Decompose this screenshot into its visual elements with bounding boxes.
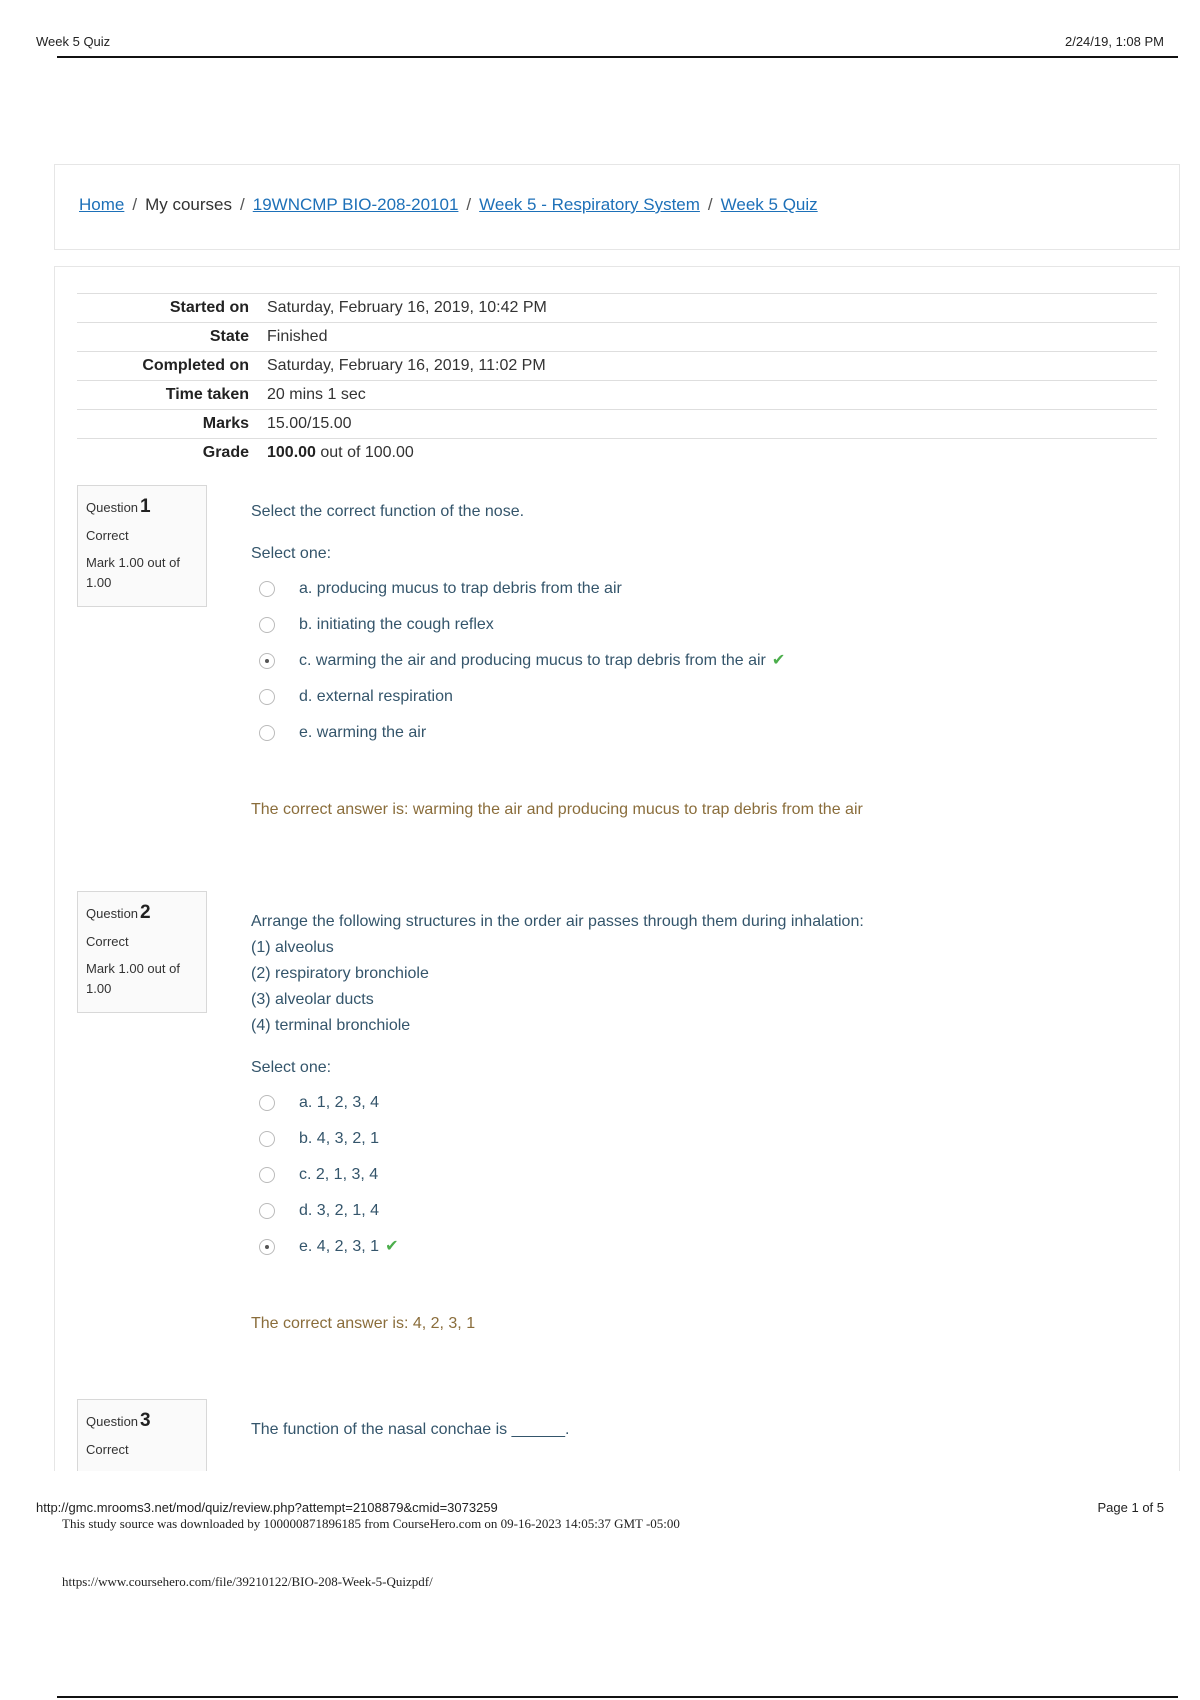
radio-icon[interactable]	[259, 725, 275, 741]
answer-text: d. 3, 2, 1, 4	[299, 1202, 380, 1219]
question-mark: Mark 1.00 out of 1.00	[86, 555, 180, 590]
question-1	[251, 499, 1151, 819]
radio-icon[interactable]	[259, 689, 275, 705]
answer-text: c. 2, 1, 3, 4	[299, 1166, 379, 1183]
question-text	[251, 499, 1151, 525]
question-number-value: 3	[140, 1410, 151, 1431]
radio-icon-selected[interactable]	[259, 1239, 275, 1255]
correct-answer-feedback: The correct answer is: warming the air and producing mucus to trap debris from the air	[251, 801, 863, 818]
question-number-value: 1	[140, 496, 151, 517]
answer-text: a. 1, 2, 3, 4	[299, 1094, 380, 1111]
summary-value	[267, 439, 1157, 468]
page-number: Page 1 of 5	[1097, 1500, 1164, 1515]
question-prompt-line: (4) terminal bronchiole	[251, 1017, 411, 1034]
answer-option-a[interactable]	[251, 1085, 1151, 1121]
question-label: Question	[86, 1414, 139, 1429]
question-prompt-line: (2) respiratory bronchiole	[251, 965, 429, 982]
summary-row-state	[77, 323, 1157, 352]
breadcrumb-container	[54, 164, 1180, 250]
summary-row-grade	[77, 439, 1157, 468]
radio-icon[interactable]	[259, 1167, 275, 1183]
answer-options	[251, 1085, 1151, 1265]
radio-icon[interactable]	[259, 617, 275, 633]
question-prompt-line: Select the correct function of the nose.	[251, 503, 525, 520]
question-prompt-line: The function of the nasal conchae is ______.	[251, 1421, 570, 1438]
radio-icon[interactable]	[259, 1203, 275, 1219]
summary-value: Saturday, February 16, 2019, 10:42 PM	[267, 294, 1157, 323]
check-icon: ✔	[771, 652, 786, 669]
radio-icon-selected[interactable]	[259, 653, 275, 669]
summary-label: State	[77, 323, 267, 352]
summary-label: Grade	[77, 439, 267, 468]
answer-option-b[interactable]	[251, 1121, 1151, 1157]
question-number	[86, 496, 206, 518]
select-one-label: Select one:	[251, 1059, 332, 1076]
answer-text: e. warming the air	[299, 724, 427, 741]
answer-options	[251, 571, 1151, 751]
question-prompt-line: Arrange the following structures in the order air passes through them during inhalation:	[251, 913, 864, 930]
answer-option-e[interactable]	[251, 715, 1151, 751]
summary-label: Time taken	[77, 381, 267, 410]
question-text	[251, 909, 1151, 1039]
check-icon: ✔	[385, 1238, 399, 1255]
breadcrumb-section-link[interactable]: Week 5 - Respiratory System	[479, 195, 700, 214]
answer-text: a. producing mucus to trap debris from the air	[299, 580, 622, 597]
radio-icon[interactable]	[259, 1131, 275, 1147]
question-state: Correct	[86, 1442, 129, 1457]
breadcrumb-my-courses: My courses	[145, 195, 233, 214]
breadcrumb-home-link[interactable]: Home	[79, 195, 125, 214]
question-state: Correct	[86, 934, 129, 949]
summary-value: 15.00/15.00	[267, 410, 1157, 439]
print-title: Week 5 Quiz	[36, 34, 111, 49]
radio-icon[interactable]	[259, 581, 275, 597]
answer-text: c. warming the air and producing mucus to trap debris from the air	[299, 652, 766, 669]
summary-value: 20 mins 1 sec	[267, 381, 1157, 410]
breadcrumb-separator: /	[707, 195, 713, 214]
attempt-summary-table	[77, 293, 1157, 467]
answer-option-c[interactable]	[251, 643, 1151, 679]
summary-row-started	[77, 294, 1157, 323]
summary-row-completed	[77, 352, 1157, 381]
answer-option-d[interactable]	[251, 679, 1151, 715]
breadcrumb-separator: /	[240, 195, 245, 214]
summary-label: Started on	[77, 294, 267, 323]
answer-text: e. 4, 2, 3, 1	[299, 1238, 380, 1255]
question-info-2	[77, 891, 207, 1013]
footer-divider	[57, 1696, 1178, 1698]
answer-text: b. initiating the cough reflex	[299, 616, 494, 633]
source-url: https://www.coursehero.com/file/39210122/BIO-208-Week-5-Quizpdf/	[62, 1574, 433, 1589]
breadcrumb-course-link[interactable]: 19WNCMP BIO-208-20101	[252, 195, 459, 214]
radio-icon[interactable]	[259, 1095, 275, 1111]
question-text	[251, 1417, 1151, 1443]
summary-row-time-taken	[77, 381, 1157, 410]
question-prompt-line: (3) alveolar ducts	[251, 991, 374, 1008]
summary-value: Finished	[267, 323, 1157, 352]
grade-score: 100.00	[267, 444, 316, 461]
answer-option-c[interactable]	[251, 1157, 1151, 1193]
header-divider	[57, 56, 1178, 58]
summary-label: Marks	[77, 410, 267, 439]
summary-label: Completed on	[77, 352, 267, 381]
question-state: Correct	[86, 528, 129, 543]
question-number-value: 2	[140, 902, 151, 923]
summary-row-marks	[77, 410, 1157, 439]
breadcrumb	[79, 195, 818, 215]
question-label: Question	[86, 500, 139, 515]
question-prompt-line: (1) alveolus	[251, 939, 334, 956]
answer-text: d. external respiration	[299, 688, 453, 705]
quiz-review-region	[54, 266, 1180, 1471]
question-3	[251, 1417, 1151, 1443]
select-one-label: Select one:	[251, 545, 332, 562]
correct-answer-feedback: The correct answer is: 4, 2, 3, 1	[251, 1315, 476, 1332]
answer-option-d[interactable]	[251, 1193, 1151, 1229]
question-number	[86, 902, 206, 924]
print-datetime: 2/24/19, 1:08 PM	[1064, 34, 1164, 49]
breadcrumb-quiz-link[interactable]: Week 5 Quiz	[720, 195, 818, 214]
breadcrumb-separator: /	[132, 195, 138, 214]
grade-out-of: out of 100.00	[315, 444, 414, 461]
question-label: Question	[86, 906, 139, 921]
footer-url: http://gmc.mrooms3.net/mod/quiz/review.php?attempt=2108879&cmid=3073259	[36, 1500, 498, 1515]
question-mark: Mark 1.00 out of 1.00	[86, 961, 180, 996]
answer-option-a[interactable]	[251, 571, 1151, 607]
summary-value: Saturday, February 16, 2019, 11:02 PM	[267, 352, 1157, 381]
question-info-3	[77, 1399, 207, 1471]
answer-option-b[interactable]	[251, 607, 1151, 643]
breadcrumb-separator: /	[466, 195, 472, 214]
print-header	[36, 34, 1164, 54]
question-number	[86, 1410, 206, 1432]
download-notice: This study source was downloaded by 100000871896185 from CourseHero.com on 09-16-2023 14:05:37 GMT -05:00	[62, 1516, 680, 1531]
question-2	[251, 909, 1151, 1333]
question-info-1	[77, 485, 207, 607]
answer-option-e[interactable]	[251, 1229, 1151, 1265]
answer-text: b. 4, 3, 2, 1	[299, 1130, 380, 1147]
